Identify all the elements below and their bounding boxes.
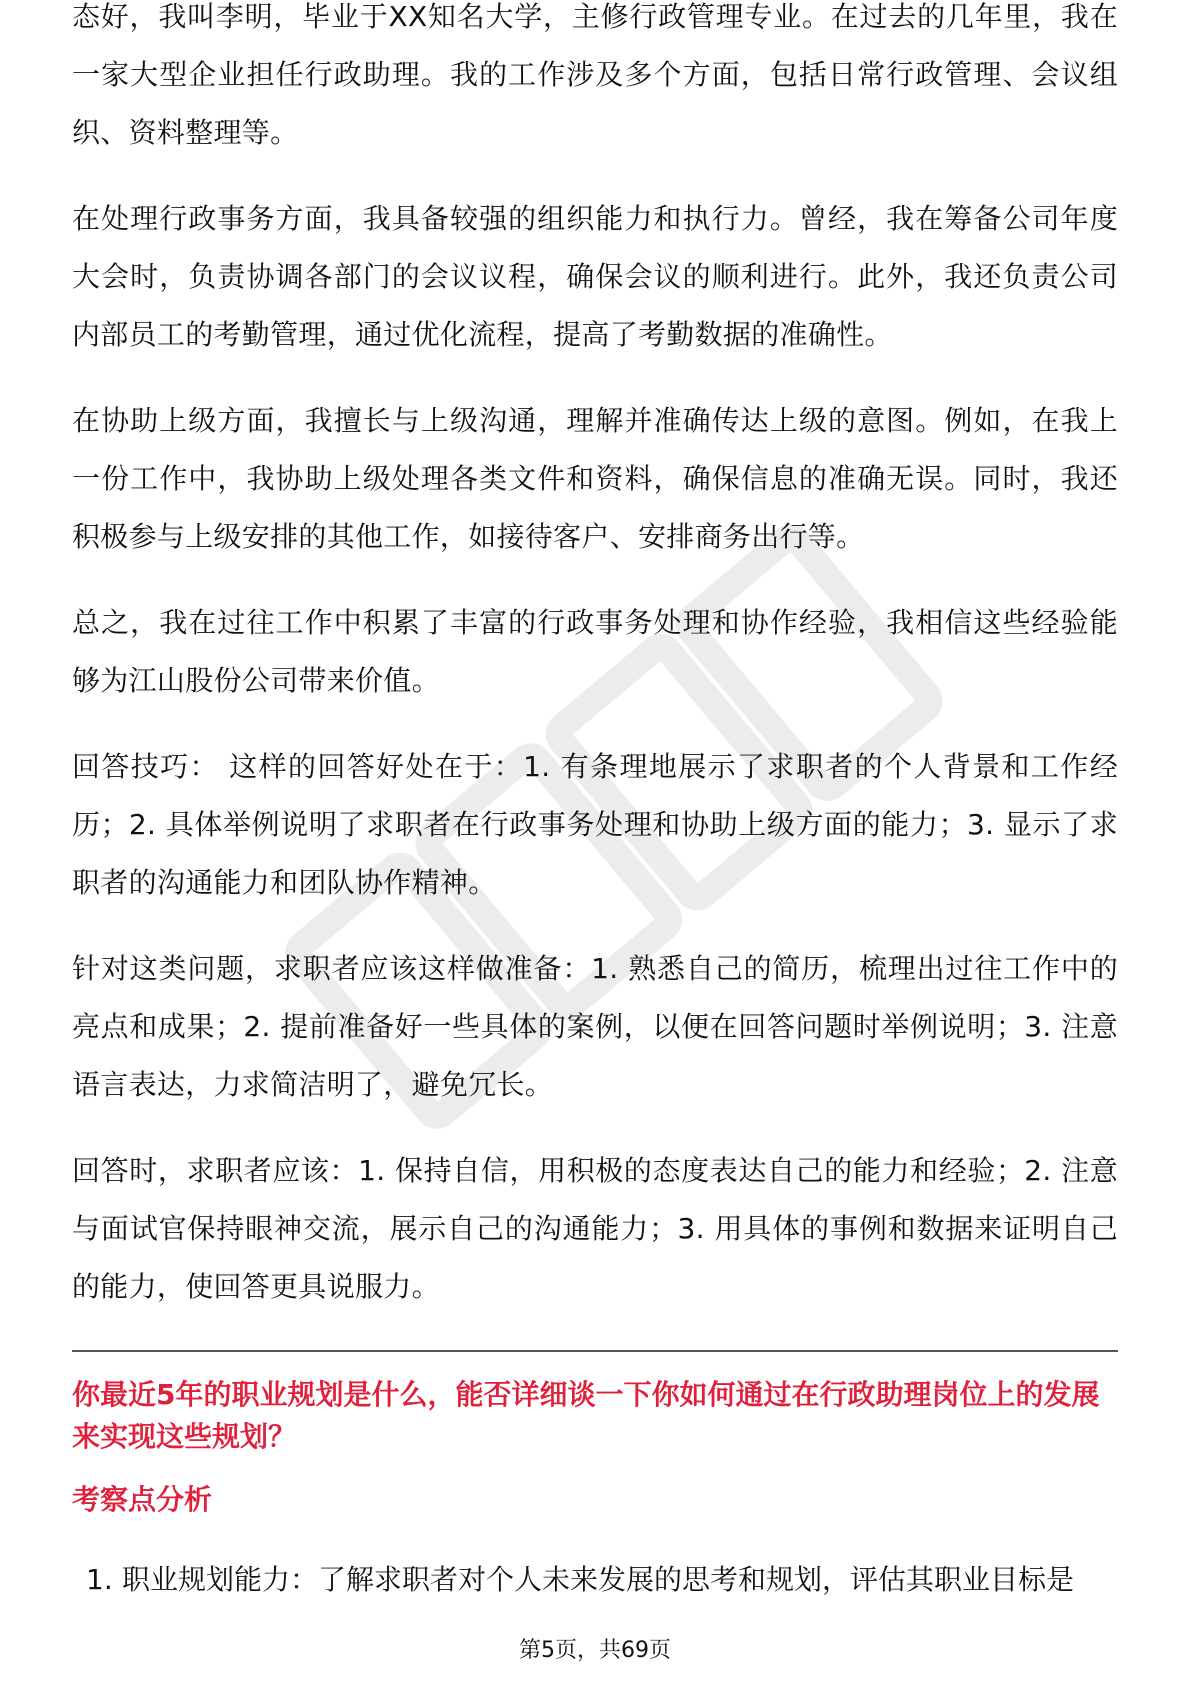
paragraph-summary: 总之，我在过往工作中积累了丰富的行政事务处理和协作经验，我相信这些经验能够为江山股份公司带来价值。 xyxy=(72,606,1118,697)
list-item-number: 1. xyxy=(86,1563,113,1596)
interview-question: 你最近5年的职业规划是什么，能否详细谈一下你如何通过在行政助理岗位上的发展来实现这些规划？ xyxy=(72,1378,1100,1453)
list-item xyxy=(86,1558,1118,1602)
section-divider xyxy=(72,1350,1118,1352)
page-number: 第5页，共69页 xyxy=(519,1638,671,1663)
list-item-text: 职业规划能力：了解求职者对个人未来发展的思考和规划，评估其职业目标是 xyxy=(122,1563,1075,1596)
paragraph-admin-affairs: 在处理行政事务方面，我具备较强的组织能力和执行力。曾经，我在筹备公司年度大会时，负责协调各部门的会议议程，确保会议的顺利进行。此外，我还负责公司内部员工的考勤管理，通过优化流程，提高了考勤数据的准确性。 xyxy=(72,202,1118,351)
paragraph-intro: 态好，我叫李明，毕业于XX知名大学，主修行政管理专业。在过去的几年里，我在一家大型企业担任行政助理。我的工作涉及多个方面，包括日常行政管理、会议组织、资料整理等。 xyxy=(72,0,1118,149)
document-body xyxy=(72,0,1118,1602)
paragraph-preparation: 针对这类问题，求职者应该这样做准备：1. 熟悉自己的简历，梳理出过往工作中的亮点和成果；2. 提前准备好一些具体的案例，以便在回答问题时举例说明；3. 注意语言表达，力求简洁明了，避免冗长。 xyxy=(72,952,1118,1101)
paragraph-assist-superior: 在协助上级方面，我擅长与上级沟通，理解并准确传达上级的意图。例如，在我上一份工作中，我协助上级处理各类文件和资料，确保信息的准确无误。同时，我还积极参与上级安排的其他工作，如接待客户、安排商务出行等。 xyxy=(72,404,1118,553)
paragraph-when-answering: 回答时，求职者应该：1. 保持自信，用积极的态度表达自己的能力和经验；2. 注意与面试官保持眼神交流，展示自己的沟通能力；3. 用具体的事例和数据来证明自己的能力，使回答更具说服力。 xyxy=(72,1154,1118,1303)
paragraph-answer-tips: 回答技巧： 这样的回答好处在于：1. 有条理地展示了求职者的个人背景和工作经历；2. 具体举例说明了求职者在行政事务处理和协助上级方面的能力；3. 显示了求职者的沟通能力和团队协作精神。 xyxy=(72,750,1118,899)
analysis-heading: 考察点分析 xyxy=(72,1483,213,1516)
